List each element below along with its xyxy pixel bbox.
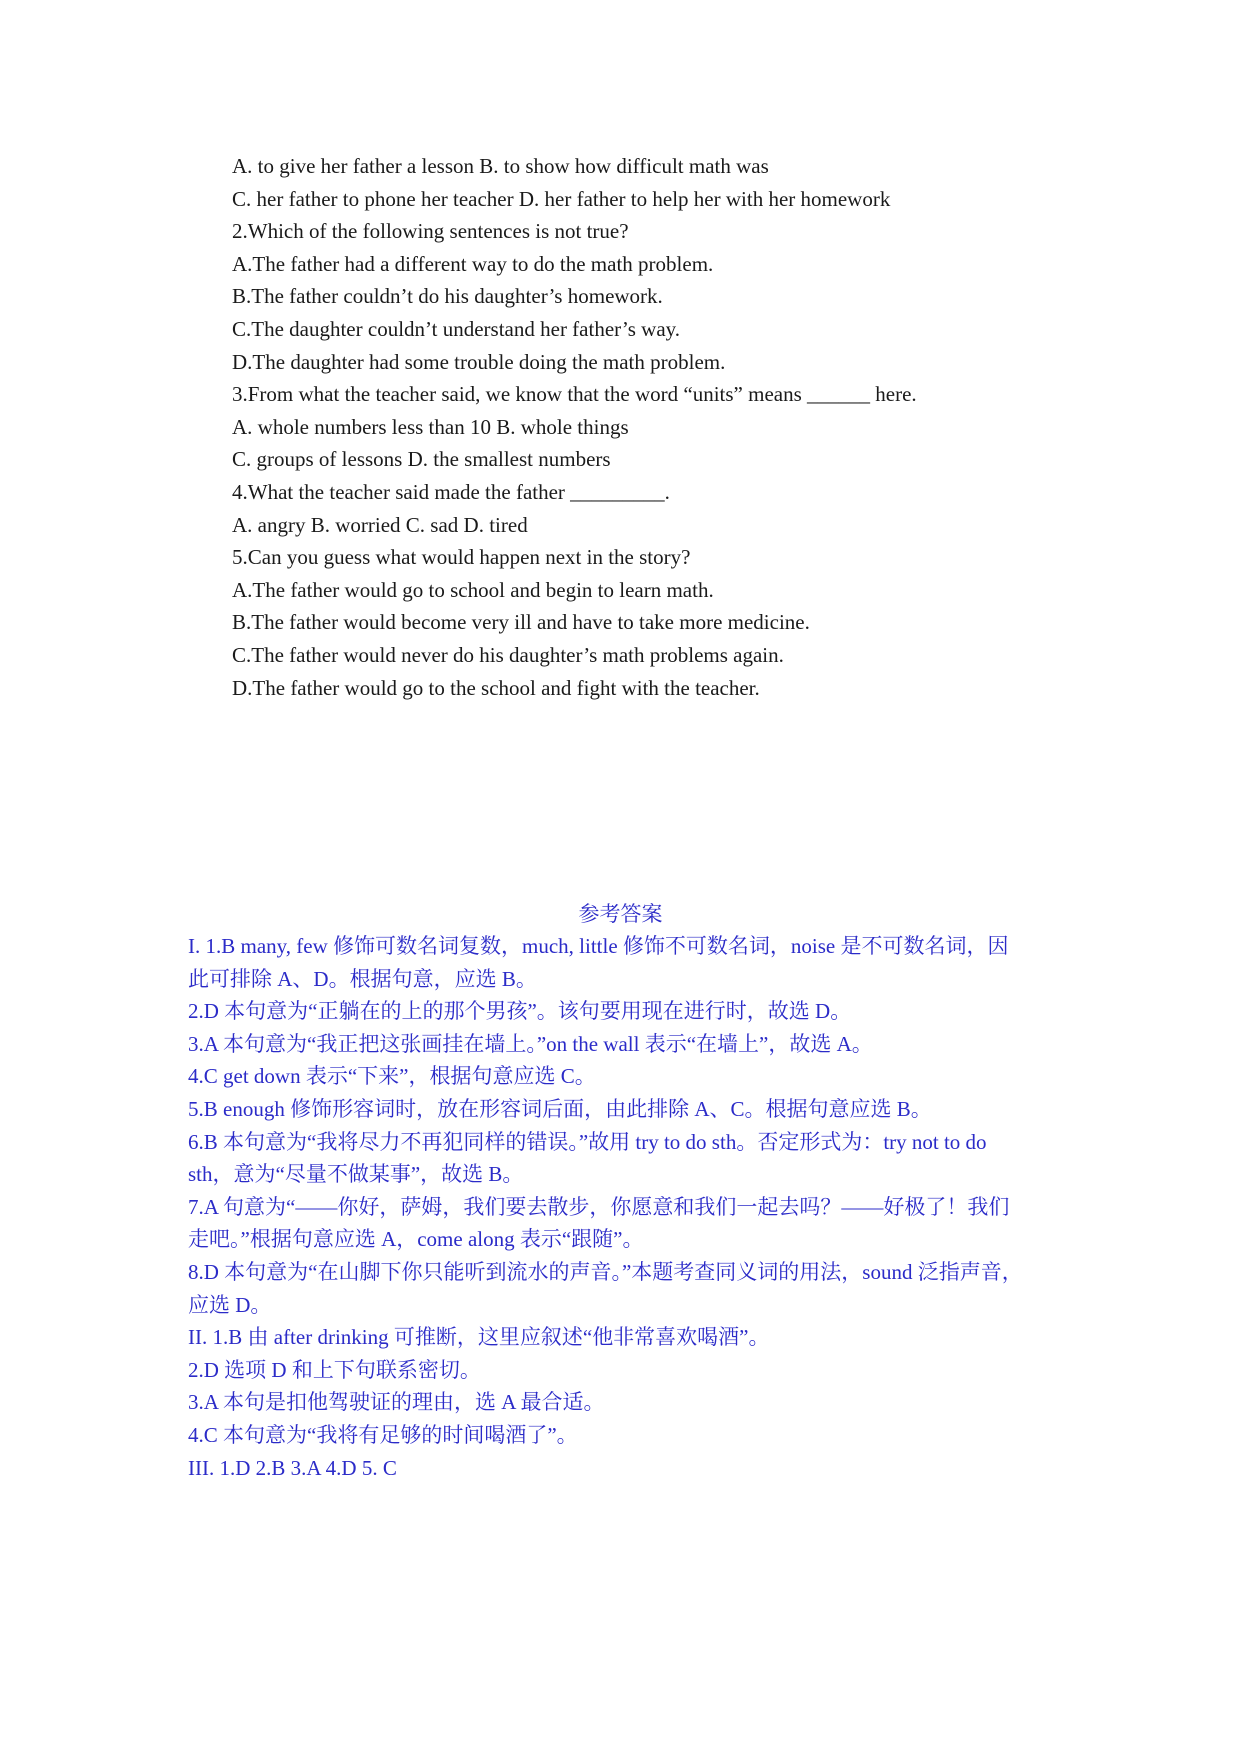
answer-line: 4.C 本句意为“我将有足够的时间喝酒了”。: [188, 1422, 578, 1447]
answer-line: 4.C get down 表示“下来”，根据句意应选 C。: [188, 1064, 596, 1089]
answer-key-section: [188, 930, 1068, 1484]
question-line: A.The father had a different way to do the math problem.: [232, 251, 714, 276]
question-line: C. her father to phone her teacher D. her father to help her with her homework: [232, 186, 891, 211]
answer-line: 7.A 句意为“——你好，萨姆，我们要去散步，你愿意和我们一起去吗？——好极了！我们: [188, 1194, 1010, 1219]
answer-line: 2.D 本句意为“正躺在的上的那个男孩”。该句要用现在进行时，故选 D。: [188, 999, 852, 1024]
question-line: A. whole numbers less than 10 B. whole things: [232, 414, 629, 439]
answers-heading: 参考答案: [578, 902, 663, 926]
answer-line: 3.A 本句是扣他驾驶证的理由，选 A 最合适。: [188, 1390, 605, 1415]
answer-line: 8.D 本句意为“在山脚下你只能听到流水的声音。”本题考查同义词的用法，sound 泛指声音，: [188, 1259, 1023, 1284]
question-line: C.The daughter couldn’t understand her father’s way.: [232, 316, 681, 341]
question-line: C. groups of lessons D. the smallest numbers: [232, 447, 611, 472]
question-line: A. angry B. worried C. sad D. tired: [232, 512, 528, 537]
question-line: 2.Which of the following sentences is not true?: [232, 219, 629, 244]
question-line: 3.From what the teacher said, we know that the word “units” means ______ here.: [232, 382, 917, 407]
question-line: 4.What the teacher said made the father _________.: [232, 479, 670, 504]
question-line: A. to give her father a lesson B. to show how difficult math was: [232, 154, 769, 178]
question-section: [232, 150, 1112, 704]
question-line: 5.Can you guess what would happen next in the story?: [232, 545, 691, 570]
answer-line: I. 1.B many, few 修饰可数名词复数，much, little 修饰不可数名词，noise 是不可数名词，因: [188, 934, 1009, 958]
answer-line: 应选 D。: [188, 1292, 272, 1317]
answer-line: sth，意为“尽量不做某事”，故选 B。: [188, 1162, 524, 1187]
question-line: A.The father would go to school and begin to learn math.: [232, 577, 714, 602]
question-line: C.The father would never do his daughter’s math problems again.: [232, 642, 784, 667]
answer-line: 5.B enough 修饰形容词时，放在形容词后面，由此排除 A、C。根据句意应选 B。: [188, 1096, 932, 1121]
answer-line: 3.A 本句意为“我正把这张画挂在墙上。”on the wall 表示“在墙上”，故选 A。: [188, 1031, 873, 1056]
answer-line: 6.B 本句意为“我将尽力不再犯同样的错误。”故用 try to do sth。否定形式为：try not to do: [188, 1129, 987, 1154]
answer-line: 走吧。”根据句意应选 A，come along 表示“跟随”。: [188, 1227, 644, 1252]
answer-line: 此可排除 A、D。根据句意，应选 B。: [188, 966, 537, 991]
answer-line: III. 1.D 2.B 3.A 4.D 5. C: [188, 1455, 397, 1480]
question-line: D.The daughter had some trouble doing the math problem.: [232, 349, 726, 374]
question-line: B.The father couldn’t do his daughter’s homework.: [232, 284, 663, 309]
answer-line: II. 1.B 由 after drinking 可推断，这里应叙述“他非常喜欢喝酒”。: [188, 1325, 770, 1350]
question-line: D.The father would go to the school and fight with the teacher.: [232, 675, 760, 700]
question-line: B.The father would become very ill and have to take more medicine.: [232, 610, 810, 635]
answer-line: 2.D 选项 D 和上下句联系密切。: [188, 1357, 481, 1382]
